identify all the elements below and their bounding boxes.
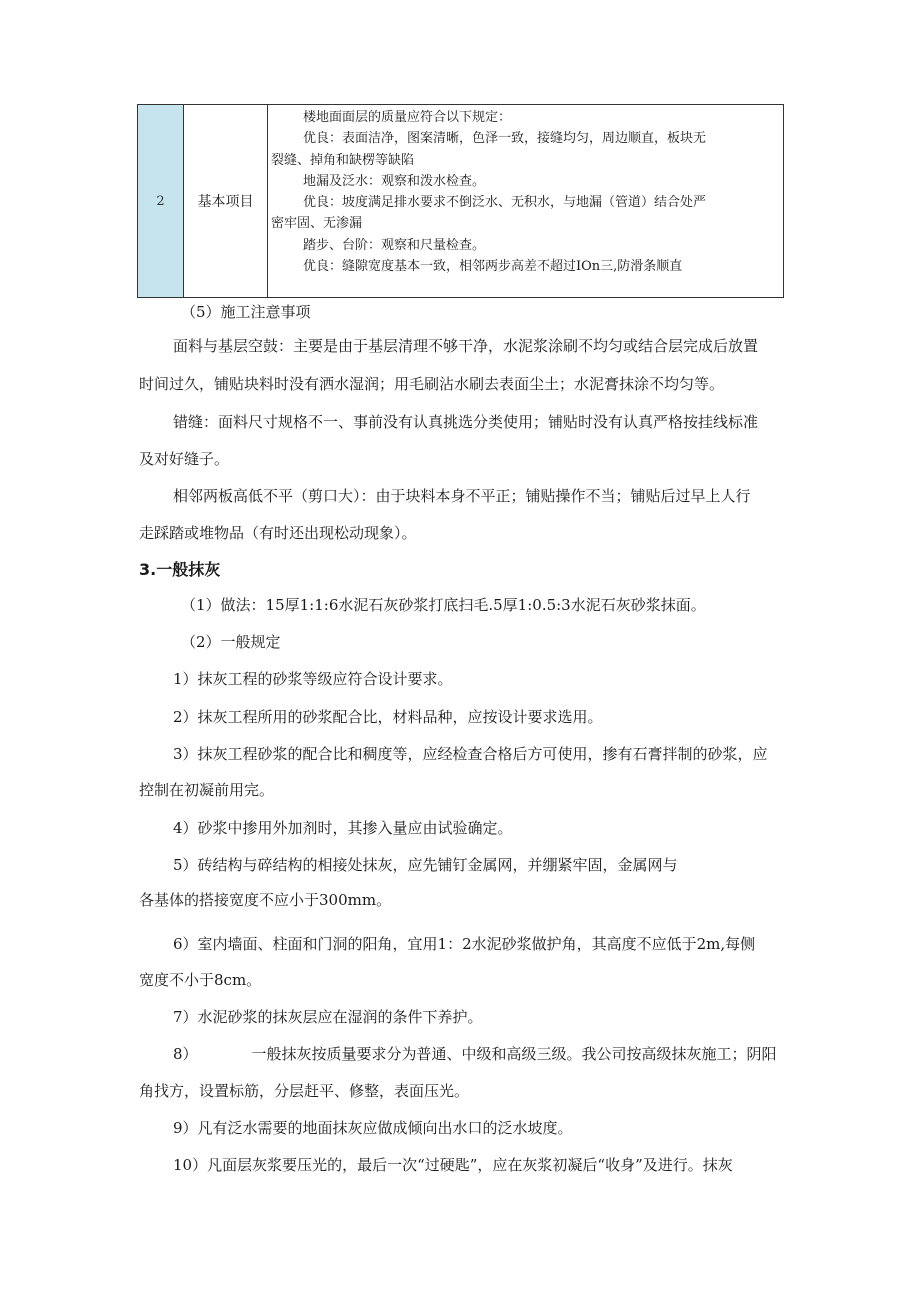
- paragraph-misalign-line2: 及对好缝子。: [139, 450, 230, 468]
- method-line: （1）做法：15厚1:1:6水泥石灰砂浆打底扫毛.5厚1:0.5:3水泥石灰砂浆抹面。: [181, 596, 706, 614]
- rule-5-line2: 各基体的搭接宽度不应小于300mm。: [139, 891, 392, 909]
- desc-line: 优良：缝隙宽度基本一致，相邻两步高差不超过IOn三,防滑条顺直: [303, 259, 683, 275]
- desc-line: 踏步、台阶：观察和尺量检查。: [303, 237, 486, 253]
- paragraph-uneven-line1: 相邻两板高低不平（剪口大）：由于块料本身不平正；铺贴操作不当；铺贴后过早上人行: [173, 487, 751, 505]
- rule-3-line1: 3）抹灰工程砂浆的配合比和稠度等，应经检查合格后方可使用，掺有石膏拌制的砂浆，应: [173, 745, 768, 763]
- rule-2: 2）抹灰工程所用的砂浆配合比，材料品种，应按设计要求选用。: [173, 708, 603, 726]
- desc-line: 地漏及泛水：观察和泼水检查。: [303, 173, 486, 189]
- desc-line: 密牢固、无渗漏: [271, 216, 363, 232]
- rule-9: 9）凡有泛水需要的地面抹灰应做成倾向出水口的泛水坡度。: [173, 1119, 573, 1137]
- section-5-title: （5）施工注意事项: [181, 303, 311, 321]
- paragraph-hollow-line1: 面料与基层空鼓：主要是由于基层清理不够干净，水泥浆涂刷不均匀或结合层完成后放置: [173, 337, 759, 355]
- rule-4: 4）砂浆中掺用外加剂时，其掺入量应由试验确定。: [173, 819, 513, 837]
- desc-line: 优良：坡度满足排水要求不倒泛水、无积水，与地漏（管道）结合处严: [303, 195, 707, 211]
- item-name-cell: 基本项目: [184, 105, 268, 297]
- paragraph-hollow-line2: 时间过久，铺贴块料时没有洒水湿润；用毛刷沾水刷去表面尘土；水泥膏抹涂不均匀等。: [139, 375, 725, 393]
- quality-table: [137, 104, 784, 298]
- desc-line: 裂缝、掉角和缺楞等缺陷: [271, 152, 415, 168]
- row-number-cell: 2: [138, 105, 184, 297]
- rule-6-line1: 6）室内墙面、柱面和门洞的阳角，宜用1：2水泥砂浆做护角，其高度不应低于2m,每侧: [173, 935, 756, 953]
- desc-line: 优良：表面洁净，图案清晰，色泽一致，接缝均匀，周边顺直，板块无: [303, 131, 707, 147]
- paragraph-uneven-line2: 走踩踏或堆物品（有时还出现松动现象）。: [139, 524, 417, 542]
- rule-8-line1: [173, 1044, 777, 1064]
- desc-line: 楼地面面层的质量应符合以下规定：: [303, 110, 512, 125]
- rules-title: （2）一般规定: [181, 633, 281, 651]
- rule-8-text: 一般抹灰按质量要求分为普通、中级和高级三级。我公司按高级抹灰施工；阴阳: [251, 1045, 777, 1063]
- rule-3-line2: 控制在初凝前用完。: [139, 781, 275, 799]
- rule-7: 7）水泥砂浆的抹灰层应在湿润的条件下养护。: [173, 1008, 483, 1026]
- rule-8-line2: 角找方，设置标筋，分层赶平、修整，表面压光。: [139, 1082, 470, 1100]
- rule-8-number: 8）: [173, 1045, 198, 1063]
- rule-1: 1）抹灰工程的砂浆等级应符合设计要求。: [173, 670, 453, 688]
- paragraph-misalign-line1: 错缝：面料尺寸规格不一、事前没有认真挑选分类使用；铺贴时没有认真严格按挂线标准: [173, 413, 759, 431]
- rule-6-line2: 宽度不小于8cm。: [139, 971, 262, 989]
- description-cell: [268, 105, 783, 297]
- rule-5-line1: 5）砖结构与碎结构的相接处抹灰，应先铺钉金属网，并绷紧牢固，金属网与: [173, 856, 678, 874]
- rule-10-line1: 10）凡面层灰浆要压光的，最后一次“过硬匙”，应在灰浆初凝后“收身”及进行。抹灰: [173, 1156, 733, 1174]
- section-3-heading: 3.一般抹灰: [139, 560, 221, 579]
